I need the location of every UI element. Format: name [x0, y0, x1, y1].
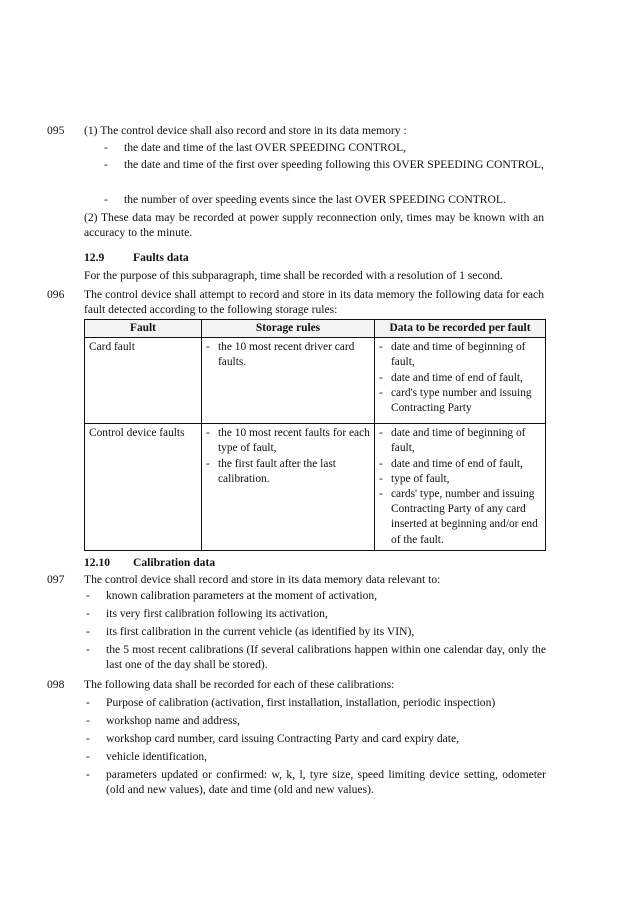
section-title-faults-data: Faults data — [133, 251, 189, 264]
bullet-dash: - — [86, 768, 90, 781]
paragraph-098-bullet-1: Purpose of calibration (activation, first installation, installation, periodic inspection) — [106, 696, 496, 709]
bullet-dash: - — [86, 625, 90, 638]
paragraph-number-095: 095 — [47, 124, 65, 137]
list-item: - date and time of end of fault, — [379, 371, 523, 384]
table-row — [85, 338, 546, 424]
cell-fault: Card fault — [85, 338, 202, 424]
list-item: - type of fault, — [379, 472, 450, 485]
cell-data-recorded — [375, 424, 546, 551]
paragraph-098-bullet-5: parameters updated or confirmed: w, k, l, tyre size, speed limiting device setting, odometer (old and new values), date and time (old and new values). — [106, 768, 546, 797]
bullet-dash: - — [86, 643, 90, 656]
table-row — [85, 424, 546, 551]
cell-storage-rules — [202, 424, 375, 551]
paragraph-095-part-2: (2) These data may be recorded at power supply reconnection only, times may be known with an accuracy to the minute. — [84, 211, 544, 240]
table-header-row — [85, 320, 546, 338]
paragraph-number-097: 097 — [47, 573, 65, 586]
bullet-dash: - — [86, 696, 90, 709]
list-item: - the first fault after the last calibration. — [206, 457, 336, 485]
paragraph-095-bullet-3: the number of over speeding events since the last OVER SPEEDING CONTROL. — [124, 193, 506, 206]
cell-storage-rules — [202, 338, 375, 424]
column-header-data-recorded: Data to be recorded per fault — [375, 320, 546, 338]
paragraph-number-096: 096 — [47, 288, 65, 301]
paragraph-098-bullet-3: workshop card number, card issuing Contracting Party and card expiry date, — [106, 732, 460, 745]
section-number-12-9: 12.9 — [84, 251, 105, 264]
section-number-12-10: 12.10 — [84, 556, 111, 569]
paragraph-096-text: The control device shall attempt to record and store in its data memory the following data for each fault detected according to the following storage rules: — [84, 288, 544, 317]
section-12-9-text: For the purpose of this subparagraph, time shall be recorded with a resolution of 1 second. — [84, 269, 503, 282]
paragraph-097-intro: The control device shall record and store in its data memory data relevant to: — [84, 573, 441, 586]
paragraph-097-bullet-4: the 5 most recent calibrations (If several calibrations happen within one calendar day, only the last one of the day shall be stored). — [106, 643, 546, 672]
paragraph-095-intro: (1) The control device shall also record and store in its data memory : — [84, 124, 407, 137]
cell-fault: Control device faults — [85, 424, 202, 551]
bullet-dash: - — [104, 193, 108, 206]
list-item: - date and time of beginning of fault, — [379, 341, 526, 369]
bullet-dash: - — [86, 607, 90, 620]
paragraph-098-bullet-4: vehicle identification, — [106, 750, 208, 763]
paragraph-097-bullet-1: known calibration parameters at the moment of activation, — [106, 589, 378, 602]
bullet-dash: - — [86, 750, 90, 763]
list-item: - cards' type, number and issuing Contracting Party of any card inserted at beginning and/or end of the fault. — [379, 488, 538, 546]
bullet-dash: - — [86, 714, 90, 727]
bullet-dash: - — [104, 158, 108, 171]
bullet-dash: - — [104, 141, 108, 154]
section-title-calibration-data: Calibration data — [133, 556, 216, 569]
list-item: - card's type number and issuing Contracting Party — [379, 386, 532, 415]
paragraph-095-bullet-2: the date and time of the first over speeding following this OVER SPEEDING CONTROL, — [124, 158, 544, 171]
paragraph-number-098: 098 — [47, 678, 65, 691]
list-item: - the 10 most recent faults for each type of fault, — [206, 427, 370, 455]
column-header-fault: Fault — [85, 320, 202, 338]
paragraph-097-bullet-2: its very first calibration following its activation, — [106, 607, 328, 620]
list-item: - the 10 most recent driver card faults. — [206, 341, 355, 369]
cell-data-recorded — [375, 338, 546, 424]
paragraph-098-bullet-2: workshop name and address, — [106, 714, 240, 727]
paragraph-097-bullet-3: its first calibration in the current vehicle (as identified by its VIN), — [106, 625, 415, 638]
column-header-storage-rules: Storage rules — [202, 320, 375, 338]
faults-storage-table — [84, 319, 546, 551]
bullet-dash: - — [86, 732, 90, 745]
list-item: - date and time of end of fault, — [379, 457, 523, 470]
paragraph-098-intro: The following data shall be recorded for each of these calibrations: — [84, 678, 395, 691]
bullet-dash: - — [86, 589, 90, 602]
paragraph-095-bullet-1: the date and time of the last OVER SPEEDING CONTROL, — [124, 141, 407, 154]
list-item: - date and time of beginning of fault, — [379, 427, 526, 455]
